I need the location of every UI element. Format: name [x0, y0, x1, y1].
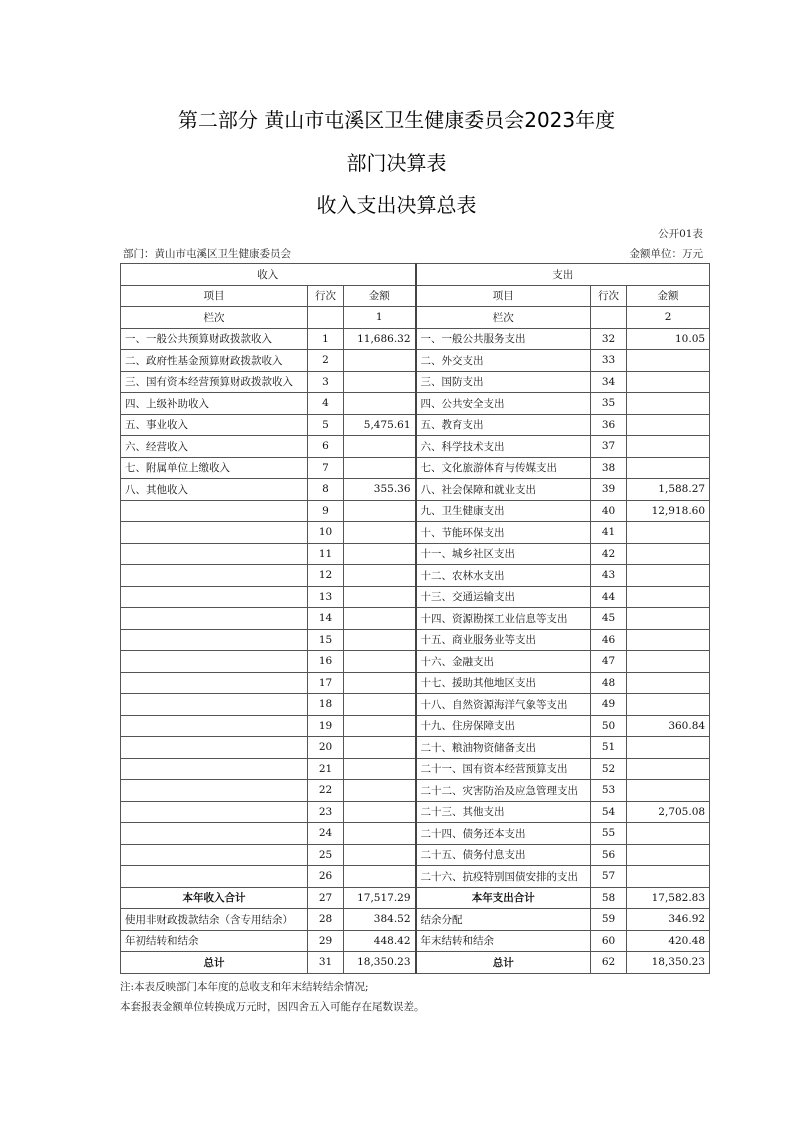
expense-row-no: 60: [591, 930, 627, 952]
expense-amount: [627, 629, 710, 651]
table-row: [121, 909, 710, 931]
document-title-line1: 第二部分 黄山市屯溪区卫生健康委员会2023年度: [177, 108, 616, 132]
expense-row-no: 50: [591, 715, 627, 737]
income-item: [121, 715, 308, 737]
expense-row-no: 52: [591, 758, 627, 780]
income-item: [121, 801, 308, 823]
income-row-no: 2: [308, 350, 344, 372]
expense-item: 四、公共安全支出: [416, 393, 591, 415]
expense-row-no: 32: [591, 328, 627, 350]
expense-item: 总计: [416, 952, 591, 974]
expense-row-no: 33: [591, 350, 627, 372]
income-item: [121, 543, 308, 565]
expense-amount: 18,350.23: [627, 952, 710, 974]
income-amount: [344, 436, 416, 458]
income-amount: 448.42: [344, 930, 416, 952]
income-row-no: 11: [308, 543, 344, 565]
expense-item: 一、一般公共服务支出: [416, 328, 591, 350]
income-amount: 11,686.32: [344, 328, 416, 350]
income-item: [121, 586, 308, 608]
income-amount: 18,350.23: [344, 952, 416, 974]
expense-amount: 12,918.60: [627, 500, 710, 522]
income-item: [121, 737, 308, 759]
table-row: [121, 758, 710, 780]
expense-row-no: 57: [591, 866, 627, 888]
income-row-no: 31: [308, 952, 344, 974]
expense-amount: [627, 457, 710, 479]
income-amount: [344, 586, 416, 608]
table-row: [121, 436, 710, 458]
expense-row-no: 55: [591, 823, 627, 845]
expense-item: 十三、交通运输支出: [416, 586, 591, 608]
income-row-no-header: 行次: [308, 285, 344, 307]
income-header: 收入: [121, 264, 416, 286]
expense-item: 七、文化旅游体育与传媒支出: [416, 457, 591, 479]
expense-item: 十二、农林水支出: [416, 565, 591, 587]
income-amount: [344, 350, 416, 372]
expense-row-no: 53: [591, 780, 627, 802]
expense-item: 二十、粮油物资储备支出: [416, 737, 591, 759]
table-row: [121, 543, 710, 565]
income-item: [121, 780, 308, 802]
income-row-no: 5: [308, 414, 344, 436]
income-amount: [344, 866, 416, 888]
expense-item: 五、教育支出: [416, 414, 591, 436]
income-row-no: 4: [308, 393, 344, 415]
income-row-no: 14: [308, 608, 344, 630]
income-row-no: 28: [308, 909, 344, 931]
expense-amount: 1,588.27: [627, 479, 710, 501]
expense-amount: [627, 436, 710, 458]
expense-row-no: 49: [591, 694, 627, 716]
income-row-no: 22: [308, 780, 344, 802]
expense-item: 十九、住房保障支出: [416, 715, 591, 737]
income-row-no: 21: [308, 758, 344, 780]
expense-amount: [627, 672, 710, 694]
expense-item: 本年支出合计: [416, 887, 591, 909]
expense-row-no: 40: [591, 500, 627, 522]
table-row: [121, 737, 710, 759]
table-row: [121, 328, 710, 350]
expense-row-no: 58: [591, 887, 627, 909]
expense-row-no: 35: [591, 393, 627, 415]
expense-amount: 17,582.83: [627, 887, 710, 909]
expense-item: 十六、金融支出: [416, 651, 591, 673]
table-row: [121, 586, 710, 608]
footnote-1: 注:本表反映部门本年度的总收支和年末结转结余情况;: [120, 981, 369, 993]
table-row: [121, 801, 710, 823]
empty-cell: [308, 307, 344, 329]
expense-amount: [627, 844, 710, 866]
income-row-no: 15: [308, 629, 344, 651]
expense-amount: [627, 823, 710, 845]
income-item: 总计: [121, 952, 308, 974]
expense-item: 十七、援助其他地区支出: [416, 672, 591, 694]
expense-item: 二十二、灾害防治及应急管理支出: [416, 780, 591, 802]
income-amount: [344, 844, 416, 866]
expense-amount: 2,705.08: [627, 801, 710, 823]
income-item: [121, 522, 308, 544]
expense-row-no: 39: [591, 479, 627, 501]
income-row-no: 3: [308, 371, 344, 393]
income-item: 六、经营收入: [121, 436, 308, 458]
income-row-no: 10: [308, 522, 344, 544]
expense-row-no: 45: [591, 608, 627, 630]
income-item: [121, 844, 308, 866]
income-amount: [344, 393, 416, 415]
income-row-no: 20: [308, 737, 344, 759]
income-amount: [344, 629, 416, 651]
income-item: [121, 758, 308, 780]
expense-amount: [627, 586, 710, 608]
footnotes: [120, 977, 425, 1017]
income-row-no: 25: [308, 844, 344, 866]
expense-item-header: 项目: [416, 285, 591, 307]
expense-item: 二十五、债务付息支出: [416, 844, 591, 866]
income-item: 二、政府性基金预算财政拨款收入: [121, 350, 308, 372]
income-row-no: 26: [308, 866, 344, 888]
income-amount: [344, 672, 416, 694]
expense-item: 二十六、抗疫特别国债安排的支出: [416, 866, 591, 888]
income-amount: [344, 737, 416, 759]
income-amount: [344, 500, 416, 522]
expense-column-index-label: 栏次: [416, 307, 591, 329]
expense-amount: 346.92: [627, 909, 710, 931]
income-item: 五、事业收入: [121, 414, 308, 436]
expense-item: 结余分配: [416, 909, 591, 931]
income-amount: 355.36: [344, 479, 416, 501]
expense-item: 二十四、债务还本支出: [416, 823, 591, 845]
income-amount: 5,475.61: [344, 414, 416, 436]
income-row-no: 6: [308, 436, 344, 458]
income-item: 本年收入合计: [121, 887, 308, 909]
expense-amount-header: 金额: [627, 285, 710, 307]
income-item: 一、一般公共预算财政拨款收入: [121, 328, 308, 350]
income-amount: [344, 715, 416, 737]
income-row-no: 23: [308, 801, 344, 823]
expense-amount: [627, 543, 710, 565]
income-item: 使用非财政拨款结余（含专用结余）: [121, 909, 308, 931]
table-row: [121, 651, 710, 673]
expense-amount: [627, 350, 710, 372]
expense-item: 年末结转和结余: [416, 930, 591, 952]
income-row-no: 17: [308, 672, 344, 694]
expense-amount: [627, 694, 710, 716]
table-row: [121, 414, 710, 436]
income-item: 八、其他收入: [121, 479, 308, 501]
expense-amount: [627, 565, 710, 587]
table-row: [121, 457, 710, 479]
table-row: [121, 930, 710, 952]
expense-amount: [627, 371, 710, 393]
expense-row-no: 48: [591, 672, 627, 694]
income-amount: [344, 608, 416, 630]
table-row: [121, 500, 710, 522]
income-item: [121, 672, 308, 694]
income-amount: 384.52: [344, 909, 416, 931]
income-amount: [344, 780, 416, 802]
unit-label: 金额单位：万元: [629, 248, 703, 260]
income-row-no: 8: [308, 479, 344, 501]
expense-item: 三、国防支出: [416, 371, 591, 393]
table-row: [121, 565, 710, 587]
expense-amount: [627, 393, 710, 415]
income-row-no: 24: [308, 823, 344, 845]
expense-item: 二十一、国有资本经营预算支出: [416, 758, 591, 780]
income-amount: [344, 694, 416, 716]
table-row: [121, 694, 710, 716]
expense-row-no: 47: [591, 651, 627, 673]
expense-item: 十一、城乡社区支出: [416, 543, 591, 565]
income-column-index: 1: [344, 307, 416, 329]
expense-item: 十四、资源勘探工业信息等支出: [416, 608, 591, 630]
expense-row-no: 54: [591, 801, 627, 823]
header-column-row: [121, 285, 710, 307]
expense-row-no: 36: [591, 414, 627, 436]
income-row-no: 29: [308, 930, 344, 952]
document-title-line2: 部门决算表: [346, 151, 447, 175]
income-item: 七、附属单位上缴收入: [121, 457, 308, 479]
income-column-index-label: 栏次: [121, 307, 308, 329]
expense-amount: [627, 737, 710, 759]
expense-amount: 10.05: [627, 328, 710, 350]
income-item: [121, 629, 308, 651]
expense-header: 支出: [416, 264, 710, 286]
income-amount: [344, 543, 416, 565]
expense-amount: [627, 866, 710, 888]
expense-item: 八、社会保障和就业支出: [416, 479, 591, 501]
income-row-no: 9: [308, 500, 344, 522]
table-row: [121, 823, 710, 845]
expense-item: 二十三、其他支出: [416, 801, 591, 823]
table-row: [121, 350, 710, 372]
income-amount: [344, 823, 416, 845]
income-amount: 17,517.29: [344, 887, 416, 909]
expense-row-no: 37: [591, 436, 627, 458]
expense-row-no: 59: [591, 909, 627, 931]
income-item: [121, 500, 308, 522]
income-row-no: 12: [308, 565, 344, 587]
empty-cell: [591, 307, 627, 329]
expense-item: 十、节能环保支出: [416, 522, 591, 544]
table-row: [121, 672, 710, 694]
header-section-row: [121, 264, 710, 286]
income-amount-header: 金额: [344, 285, 416, 307]
table-row: [121, 371, 710, 393]
income-expense-table: [120, 263, 710, 974]
expense-row-no: 46: [591, 629, 627, 651]
table-row: [121, 393, 710, 415]
expense-row-no: 56: [591, 844, 627, 866]
column-index-row: [121, 307, 710, 329]
expense-amount: 420.48: [627, 930, 710, 952]
table-row: [121, 629, 710, 651]
expense-amount: 360.84: [627, 715, 710, 737]
table-row: [121, 479, 710, 501]
table-title: 收入支出决算总表: [316, 193, 477, 217]
income-amount: [344, 651, 416, 673]
income-item: 年初结转和结余: [121, 930, 308, 952]
income-row-no: 7: [308, 457, 344, 479]
expense-amount: [627, 414, 710, 436]
table-row: [121, 715, 710, 737]
income-item: [121, 565, 308, 587]
income-amount: [344, 457, 416, 479]
income-item: [121, 823, 308, 845]
expense-amount: [627, 608, 710, 630]
expense-row-no-header: 行次: [591, 285, 627, 307]
expense-item: 九、卫生健康支出: [416, 500, 591, 522]
table-row: [121, 780, 710, 802]
income-amount: [344, 522, 416, 544]
income-item-header: 项目: [121, 285, 308, 307]
expense-row-no: 62: [591, 952, 627, 974]
expense-amount: [627, 651, 710, 673]
expense-item: 十五、商业服务业等支出: [416, 629, 591, 651]
table-code: 公开01表: [658, 228, 703, 240]
income-item: [121, 651, 308, 673]
expense-item: 二、外交支出: [416, 350, 591, 372]
expense-column-index: 2: [627, 307, 710, 329]
table-row: [121, 887, 710, 909]
expense-amount: [627, 758, 710, 780]
income-row-no: 13: [308, 586, 344, 608]
expense-row-no: 43: [591, 565, 627, 587]
expense-amount: [627, 780, 710, 802]
income-row-no: 16: [308, 651, 344, 673]
income-item: 四、上级补助收入: [121, 393, 308, 415]
expense-item: 十八、自然资源海洋气象等支出: [416, 694, 591, 716]
expense-row-no: 42: [591, 543, 627, 565]
expense-row-no: 44: [591, 586, 627, 608]
income-amount: [344, 371, 416, 393]
table-row: [121, 866, 710, 888]
income-row-no: 19: [308, 715, 344, 737]
expense-amount: [627, 522, 710, 544]
income-row-no: 27: [308, 887, 344, 909]
department-label: 部门：黄山市屯溪区卫生健康委员会: [123, 248, 291, 260]
income-item: [121, 608, 308, 630]
income-row-no: 1: [308, 328, 344, 350]
expense-row-no: 38: [591, 457, 627, 479]
expense-row-no: 34: [591, 371, 627, 393]
table-row: [121, 522, 710, 544]
income-amount: [344, 565, 416, 587]
table-row: [121, 952, 710, 974]
footnote-2: 本套报表金额单位转换成万元时，因四舍五入可能存在尾数误差。: [120, 1001, 425, 1013]
table-row: [121, 608, 710, 630]
income-amount: [344, 801, 416, 823]
expense-row-no: 41: [591, 522, 627, 544]
income-item: [121, 694, 308, 716]
income-row-no: 18: [308, 694, 344, 716]
table-row: [121, 844, 710, 866]
expense-row-no: 51: [591, 737, 627, 759]
expense-item: 六、科学技术支出: [416, 436, 591, 458]
income-amount: [344, 758, 416, 780]
income-item: [121, 866, 308, 888]
income-item: 三、国有资本经营预算财政拨款收入: [121, 371, 308, 393]
